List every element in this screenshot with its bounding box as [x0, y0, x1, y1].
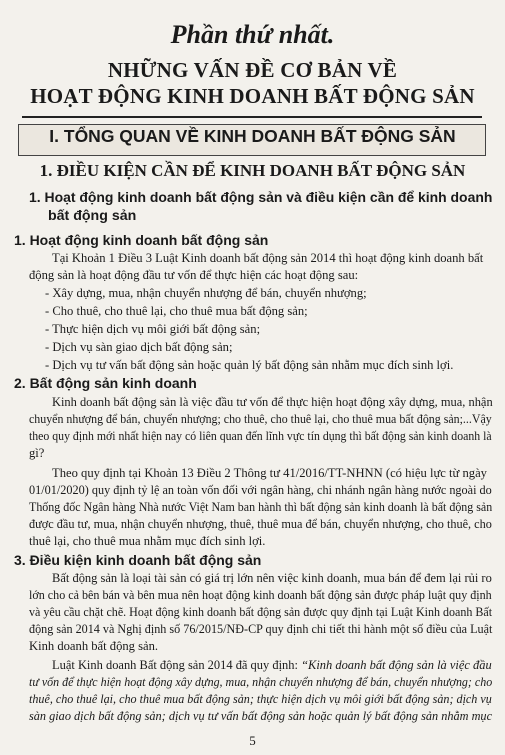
page-number: 5 — [249, 733, 256, 748]
s2-paragraph-line: Theo quy định tại Khoản 13 Điều 2 Thông tư 41/2016/TT-NHNN (có hiệu lực từ ngày — [52, 466, 487, 480]
s1-bullet-item: - Xây dựng, mua, nhận chuyển nhượng để bán, chuyển nhượng; — [45, 286, 367, 300]
section-title: I. TỔNG QUAN VỀ KINH DOANH BẤT ĐỘNG SẢN — [49, 126, 456, 146]
s2-paragraph-line: thuê lại, cho thuê mua nhằm mục đích sinh lợi. — [29, 534, 266, 548]
s3-quote-line — [52, 658, 492, 673]
s3-quote-line: thuê, cho thuê lại, cho thuê mua bất động sản; thực hiện dịch vụ môi giới bất động sản; dịch vụ — [29, 692, 492, 706]
s2-paragraph-line: theo quy định mới nhất hiện nay có liên quan đến lĩnh vực tín dụng thì bất động sản kinh doanh là — [29, 429, 492, 443]
s1-bullet-item: - Thực hiện dịch vụ môi giới bất động sản; — [45, 322, 261, 336]
s3-quote-start: “Kinh doanh bất động sản là việc đầu — [301, 658, 492, 672]
s2-heading: 2. Bất động sản kinh doanh — [14, 375, 197, 391]
s3-paragraph-line: động sản 2014 và Nghị định số 76/2015/NĐ-CP quy định chi tiết thi hành một số điều của Luật — [29, 622, 493, 636]
part-title: Phần thứ nhất. — [170, 20, 335, 49]
s1-paragraph-line: Tại Khoản 1 Điều 3 Luật Kinh doanh bất động sản 2014 thì hoạt động kinh doanh bất — [52, 251, 484, 265]
s3-paragraph-line: lớn cho cả bên bán và bên mua nên hoạt động kinh doanh bất động sản được pháp luật quy định — [29, 588, 492, 602]
s2-paragraph-line: Thống đốc Ngân hàng Nhà nước Việt Nam ban hành thì bất động sản kinh doanh là bất động sản — [29, 500, 493, 514]
s1-bullet-item: - Cho thuê, cho thuê lại, cho thuê mua bất động sản; — [45, 304, 308, 318]
s2-paragraph-line: 01/01/2020) quy định tỷ lệ an toàn vốn đối với ngân hàng, chi nhánh ngân hàng nước ngoài do — [29, 483, 492, 497]
main-title-line2: HOẠT ĐỘNG KINH DOANH BẤT ĐỘNG SẢN — [30, 84, 475, 108]
s2-paragraph-line: Kinh doanh bất động sản là việc đầu tư vốn để thực hiện hoạt động xây dựng, mua, nhận — [52, 395, 493, 409]
s2-paragraph-line: chuyển nhượng để bán, chuyển nhượng; cho thuê, cho thuê lại, cho thuê mua bất động sản;...Vậy — [29, 412, 492, 426]
s3-quote-lead: Luật Kinh doanh Bất động sản 2014 đã quy định: — [52, 658, 302, 672]
s3-heading: 3. Điều kiện kinh doanh bất động sản — [14, 552, 262, 568]
s3-paragraph-line: Bất động sản là loại tài sản có giá trị lớn nên việc kinh doanh, mua bán để đem lại rủi ro — [52, 571, 492, 585]
s2-paragraph-line: được đầu tư, mua, nhận chuyển nhượng, thuê, thuê mua để bán, chuyển nhượng, cho thuê, cho — [29, 517, 492, 531]
s1-bullet-item: - Dịch vụ sàn giao dịch bất động sản; — [45, 340, 233, 354]
s3-paragraph-line: và yêu cầu chặt chẽ. Hoạt động kinh doanh bất động sản được quy định tại Luật Kinh doanh Bất — [29, 605, 493, 619]
s3-quote-line: sàn giao dịch bất động sản; dịch vụ tư vấn bất động sản hoặc quản lý bất động sản nhằm mục — [29, 709, 493, 723]
heading-1-line1: 1. Hoạt động kinh doanh bất động sản và điều kiện cần để kinh doanh — [29, 190, 493, 206]
s1-paragraph-line: động sản là hoạt động đầu tư vốn để thực hiện các hoạt động sau: — [29, 268, 359, 282]
heading-1-line2: bất động sản — [48, 208, 137, 224]
s2-paragraph-line: gì? — [29, 446, 45, 460]
s1-bullet-item: - Dịch vụ tư vấn bất động sản hoặc quản lý bất động sản nhằm mục đích sinh lợi. — [45, 358, 454, 372]
title-underline — [22, 116, 482, 118]
s3-paragraph-line: Kinh doanh bất động sản. — [29, 639, 159, 653]
subsection-title: 1. ĐIỀU KIỆN CẦN ĐỂ KINH DOANH BẤT ĐỘNG SẢN — [39, 161, 466, 180]
s1-heading: 1. Hoạt động kinh doanh bất động sản — [14, 232, 269, 248]
s3-quote-line: tư vốn để thực hiện hoạt động xây dựng, mua, nhận chuyển nhượng để bán, chuyển nhượng; cho — [29, 675, 493, 689]
main-title-line1: NHỮNG VẤN ĐỀ CƠ BẢN VỀ — [107, 58, 398, 82]
